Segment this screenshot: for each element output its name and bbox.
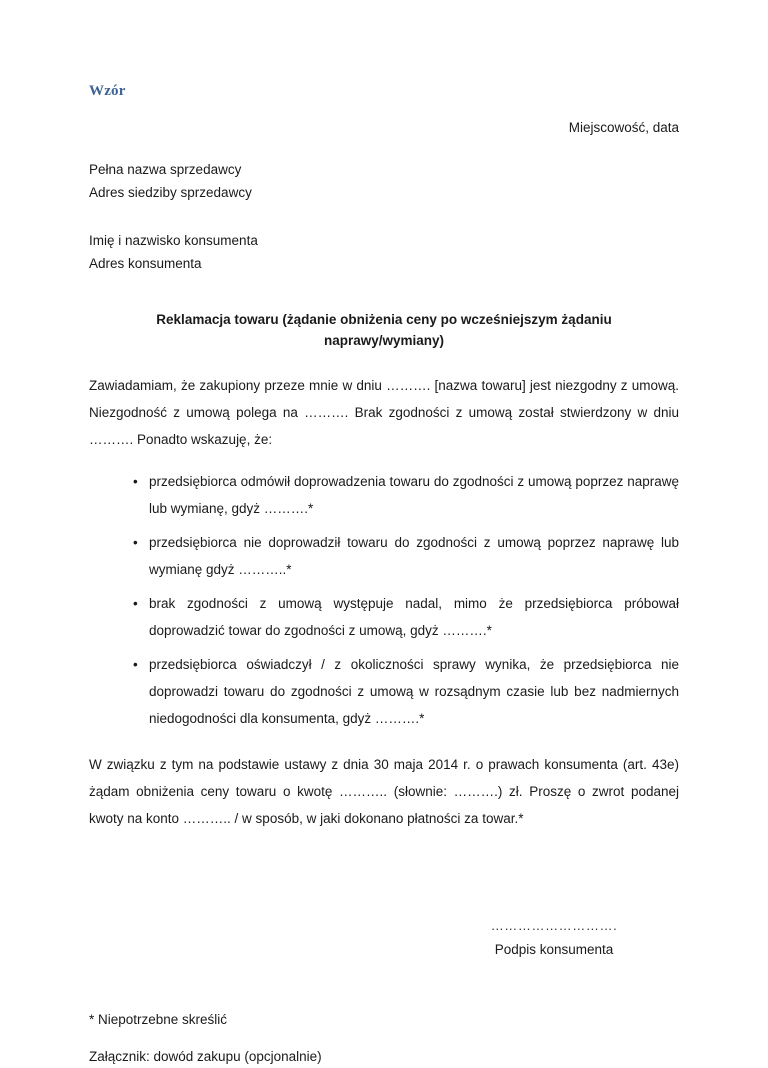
attachment-footnote: Załącznik: dowód zakupu (opcjonalnie)	[89, 1049, 322, 1064]
bullet-icon: •	[133, 474, 138, 489]
list-item	[133, 468, 679, 522]
claim-reasons-list	[89, 468, 679, 732]
bullet-icon: •	[133, 596, 138, 611]
list-item	[133, 529, 679, 583]
list-item	[133, 651, 679, 732]
signature-caption: Podpis konsumenta	[494, 942, 614, 957]
closing-paragraph: W związku z tym na podstawie ustawy z dnia 30 maja 2014 r. o prawach konsumenta (art. 43e) żądam obniżenia ceny towaru o kwotę ……….. (słownie: ……….) zł. Proszę o zwrot podanej kwoty na konto ……….. / w sposób, w jaki dokonano płatności za towar.*	[89, 757, 679, 826]
signature-block	[434, 914, 674, 962]
document-label: Wzór	[89, 83, 126, 99]
list-item-text: brak zgodności z umową występuje nadal, mimo że przedsiębiorca próbował doprowadzić towar do zgodności z umową, gdyż ……….*	[149, 596, 679, 638]
consumer-name-line: Imię i nazwisko konsumenta	[89, 233, 258, 248]
list-item-text: przedsiębiorca odmówił doprowadzenia towaru do zgodności z umową poprzez naprawę lub wymianę, gdyż ……….*	[149, 474, 679, 516]
seller-name-line: Pełna nazwa sprzedawcy	[89, 162, 242, 177]
seller-address-block	[89, 158, 679, 204]
place-and-date-line: Miejscowość, data	[568, 120, 679, 135]
document-content	[89, 0, 679, 1068]
consumer-address-line: Adres konsumenta	[89, 256, 202, 271]
bullet-icon: •	[133, 535, 138, 550]
list-item	[133, 590, 679, 644]
footnotes-block	[89, 1009, 679, 1068]
signature-line: ……………………….	[490, 918, 618, 933]
list-item-text: przedsiębiorca oświadczył / z okoliczności sprawy wynika, że przedsiębiorca nie doprowadzi towaru do zgodności z umową w rozsądnym czasie lub bez nadmiernych niedogodności dla konsumenta, gdyż ……….*	[149, 657, 679, 726]
consumer-address-block	[89, 229, 679, 275]
intro-paragraph: Zawiadamiam, że zakupiony przeze mnie w dniu ………. [nazwa towaru] jest niezgodny z umową. Niezgodność z umową polega na ………. Brak zgodności z umową został stwierdzony w dniu ………. Ponadto wskazuję, że:	[89, 378, 679, 447]
seller-address-line: Adres siedziby sprzedawcy	[89, 185, 252, 200]
document-title: Reklamacja towaru (żądanie obniżenia ceny po wcześniejszym żądaniu naprawy/wymiany)	[156, 312, 612, 348]
list-item-text: przedsiębiorca nie doprowadził towaru do zgodności z umową poprzez naprawę lub wymianę gdyż ………..*	[149, 535, 679, 577]
asterisk-footnote: * Niepotrzebne skreślić	[89, 1012, 228, 1027]
bullet-icon: •	[133, 657, 138, 672]
